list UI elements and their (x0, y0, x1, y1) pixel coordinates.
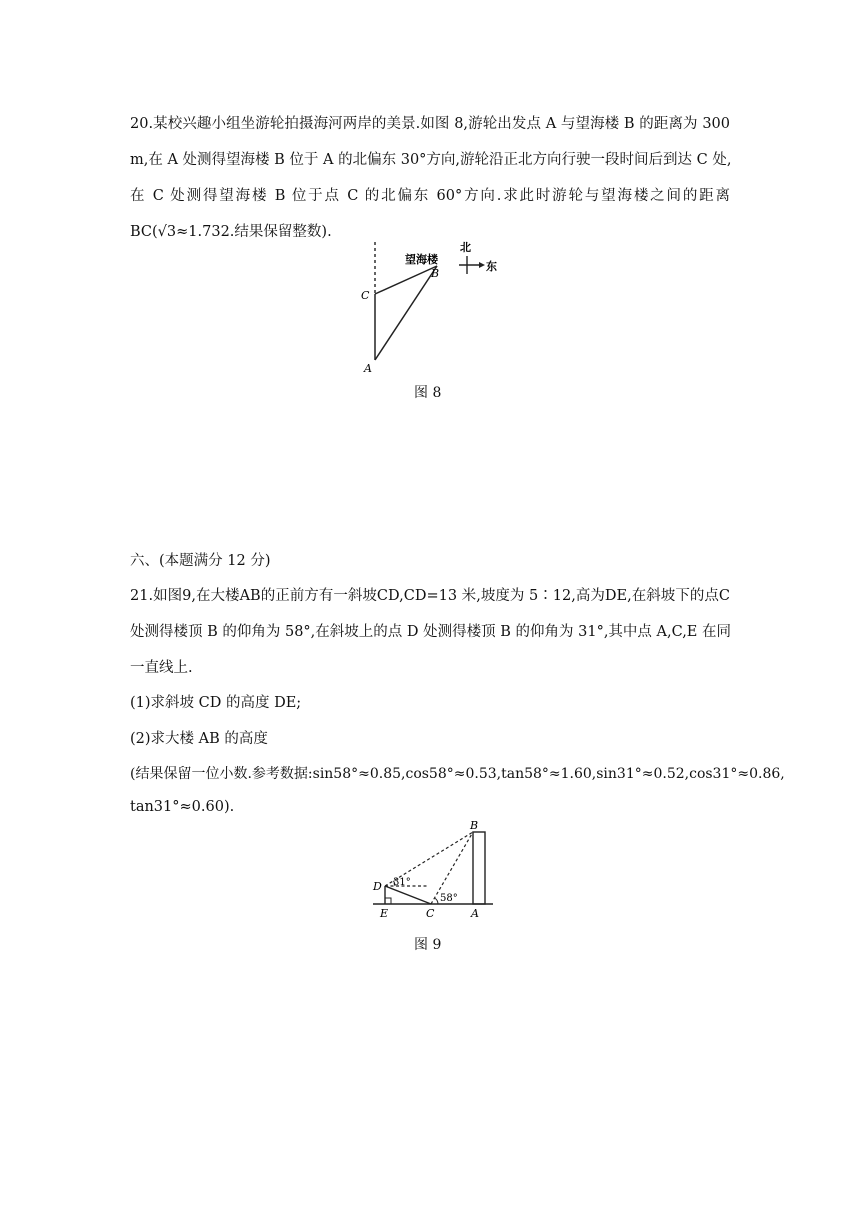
label-point-B: B (470, 819, 479, 832)
q21-reference-2: tan31°≈0.60). (130, 799, 235, 815)
q21-line-2: 处测得楼顶 B 的仰角为 58°,在斜坡上的点 D 处测得楼顶 B 的仰角为 31°,其中点 A,C,E 在同 (130, 624, 731, 640)
label-point-B: B (431, 267, 440, 280)
figure-9-caption: 图 9 (414, 937, 442, 953)
label-point-A: A (364, 362, 372, 375)
section-6-title: 六、(本题满分 12 分) (130, 553, 271, 569)
compass-east-arrow-icon (479, 262, 485, 268)
label-point-C: C (426, 907, 435, 920)
right-angle-mark (385, 898, 391, 904)
label-building: 望海楼 (405, 253, 438, 266)
q21-line-3: 一直线上. (130, 660, 193, 676)
label-east: 东 (486, 260, 497, 273)
slope-CD (385, 886, 431, 904)
label-point-A: A (471, 907, 479, 920)
q21-line-1: 21.如图9,在大楼AB的正前方有一斜坡CD,CD=13 米,坡度为 5∶12,高为DE,在斜坡下的点C (130, 588, 730, 604)
label-north: 北 (460, 241, 471, 254)
angle-arc-58 (435, 898, 439, 904)
label-point-C: C (361, 289, 370, 302)
q20-line-1: 20.某校兴趣小组坐游轮拍摄海河两岸的美景.如图 8,游轮出发点 A 与望海楼 B 的距离为 300 (130, 116, 730, 132)
label-angle-31: 31° (393, 877, 411, 888)
label-point-D: D (373, 880, 382, 893)
label-point-E: E (380, 907, 389, 920)
q20-line-2: m,在 A 处测得望海楼 B 位于 A 的北偏东 30°方向,游轮沿正北方向行驶一段时间后到达 C 处, (130, 152, 732, 168)
q20-line-4: BC(√3≈1.732.结果保留整数). (130, 224, 332, 240)
building-AB (473, 832, 485, 904)
q21-sub-1: (1)求斜坡 CD 的高度 DE; (130, 695, 302, 711)
figure-8-caption: 图 8 (414, 385, 442, 401)
q21-reference-1: (结果保留一位小数.参考数据:sin58°≈0.85,cos58°≈0.53,tan58°≈1.60,sin31°≈0.52,cos31°≈0.86, (130, 766, 785, 782)
q20-line-3: 在 C 处测得望海楼 B 位于点 C 的北偏东 60°方向.求此时游轮与望海楼之间的距离 (130, 188, 730, 204)
figure-9 (365, 818, 505, 922)
label-angle-58: 58° (440, 893, 458, 904)
figure-8 (355, 236, 515, 376)
q21-sub-2: (2)求大楼 AB 的高度 (130, 731, 268, 747)
